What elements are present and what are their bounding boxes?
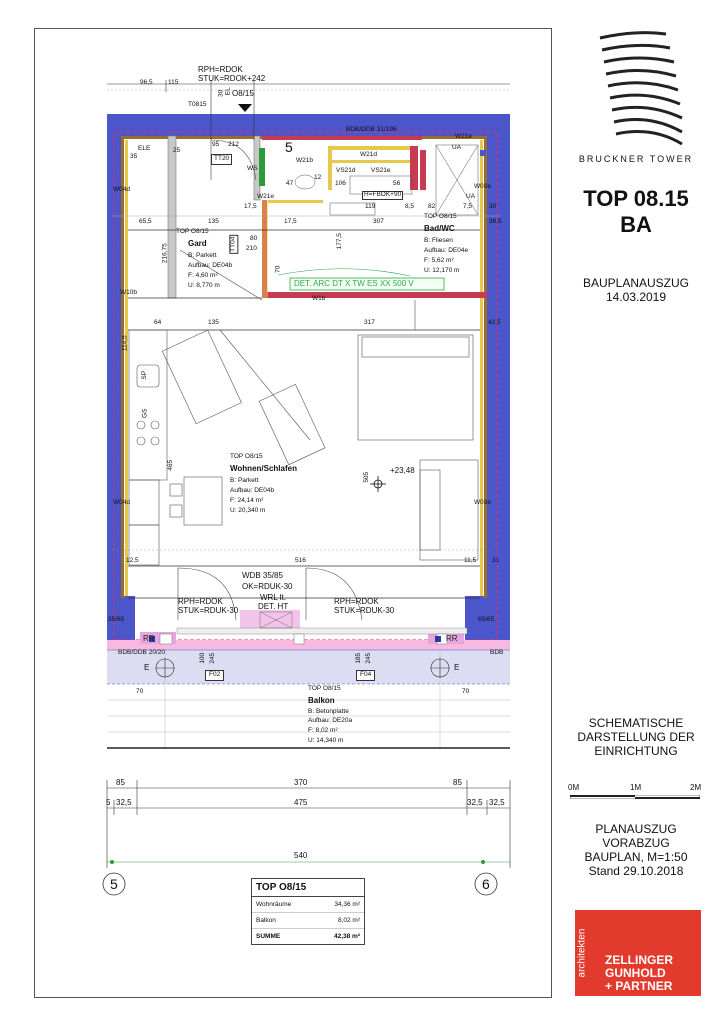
room-top: TOP O8/15 xyxy=(176,228,209,235)
window-code: W10b xyxy=(120,289,137,296)
room-flooring: B: Parkett xyxy=(188,252,217,259)
door-code: T0815 xyxy=(188,101,207,108)
window-code: W04d xyxy=(113,186,130,193)
dim-label: 82 xyxy=(428,203,436,210)
window-code: W21e xyxy=(257,193,274,200)
dim-label: 210 xyxy=(246,245,257,252)
dim-label: 35/65 xyxy=(108,616,125,623)
scale-label: 1M xyxy=(630,783,642,792)
summary-value: 8,02 m² xyxy=(337,917,360,924)
room-top: TOP O8/15 xyxy=(424,213,457,220)
summary-total-label: SUMME xyxy=(256,933,281,940)
dim-label: 5 xyxy=(106,798,111,807)
ws-label: WS xyxy=(247,165,258,172)
note-label: STUK=RDUK-30 xyxy=(334,606,395,615)
schematic-note: SCHEMATISCHE xyxy=(588,716,684,730)
ua-label: UA xyxy=(466,193,476,200)
ua-label: UA xyxy=(452,144,462,151)
dim-label: 245 xyxy=(365,652,373,664)
room-perimeter: U: 12,170 m xyxy=(424,267,460,274)
dim-label: 7,5 xyxy=(463,203,473,210)
room-flooring: B: Betonplatte xyxy=(308,708,349,715)
bruckner-tower-logo xyxy=(596,28,686,148)
note-label: OK=RDUK-30 xyxy=(242,582,293,591)
architect-vertical-text: architekten xyxy=(576,928,588,978)
room-buildup: Aufbau: DE04b xyxy=(230,487,275,494)
room-buildup: Aufbau: DE04e xyxy=(424,247,469,254)
dim-label: 212 xyxy=(228,141,239,148)
dim-label: 100 xyxy=(199,652,207,664)
rr-label: RR xyxy=(143,634,155,643)
dim-label: 32,5 xyxy=(467,798,483,807)
dim-label: 245 xyxy=(209,652,217,664)
room-buildup: Aufbau: DE20a xyxy=(308,717,353,724)
unit-type: BA xyxy=(620,212,652,237)
room-area: F: 8,02 m² xyxy=(308,727,338,734)
dim-label: 505 xyxy=(363,471,371,483)
window-code: W03e xyxy=(474,499,491,506)
det-label: DET. ARC DT X TW ES XX 500 V xyxy=(294,279,414,288)
summary-total-row xyxy=(252,929,364,944)
bdb-label: BDB xyxy=(490,649,504,656)
architect-name: ZELLINGER xyxy=(605,953,673,967)
room-top: TOP O8/15 xyxy=(230,453,263,460)
note-label: WRL lt. xyxy=(260,593,286,602)
unit-title: TOP 08.15 xyxy=(583,186,689,211)
dim-label: 65/65 xyxy=(478,616,495,623)
appliance-label: GS xyxy=(141,408,149,418)
note-label: WDB 35/85 xyxy=(242,571,283,580)
summary-total-value: 42,38 m² xyxy=(333,933,360,940)
scale-bar xyxy=(570,795,700,799)
summary-label: Balkon xyxy=(256,917,276,924)
f-code: F04 xyxy=(356,670,375,681)
dim-label: 119 xyxy=(365,203,376,210)
dim-label: 32,5 xyxy=(116,798,132,807)
window-code: W1b xyxy=(312,295,326,302)
room-area: F: 4,60 m² xyxy=(188,272,218,279)
room-marker: 5 xyxy=(285,139,293,155)
room-flooring: B: Parkett xyxy=(230,477,259,484)
note-label: DET. HT xyxy=(258,602,289,611)
dim-label: 516 xyxy=(295,557,306,564)
dim-label: 30 xyxy=(489,203,497,210)
dim-label: 80 xyxy=(250,235,258,242)
dim-label: 42,5 xyxy=(488,319,501,326)
room-name-bad: Bad/WC xyxy=(424,224,455,233)
dim-label: 85 xyxy=(116,778,125,787)
door-code: TT20 xyxy=(211,154,232,165)
area-summary-table xyxy=(251,878,365,945)
window-code: W04d xyxy=(113,499,130,506)
plan-info: BAUPLAN, M=1:50 xyxy=(584,850,688,864)
f-code: F02 xyxy=(205,670,224,681)
window-code: W21e xyxy=(455,133,472,140)
window-code: VS21e xyxy=(371,167,391,174)
dim-label: 106 xyxy=(335,180,346,187)
summary-label: Wohnräume xyxy=(256,901,292,908)
room-area: F: 24,14 m² xyxy=(230,497,264,504)
summary-row xyxy=(252,913,364,929)
dim-label: 31 xyxy=(492,557,500,564)
dim-label: 17,5 xyxy=(244,203,257,210)
dim-label: 307 xyxy=(373,218,384,225)
dim-label: EL xyxy=(224,87,232,96)
plan-info: PLANAUSZUG xyxy=(595,822,677,836)
ele-label: ELE xyxy=(138,145,151,152)
dim-label: 17,5 xyxy=(284,218,297,225)
dim-label: 370 xyxy=(294,778,308,787)
dim-label: 96,5 xyxy=(140,79,153,86)
dim-label: 475 xyxy=(294,798,308,807)
bdb-label: BDB/DDB 31/196 xyxy=(346,126,397,133)
unit-marker: O8/15 xyxy=(232,89,254,98)
brand-name: BRUCKNER TOWER xyxy=(578,154,694,164)
plan-info: VORABZUG xyxy=(602,836,670,850)
dim-label: 56 xyxy=(393,180,401,187)
room-area: F: 5,62 m² xyxy=(424,257,454,264)
dim-label: 135 xyxy=(208,218,219,225)
dim-label: 32,5 xyxy=(489,798,505,807)
scale-label: 2M xyxy=(690,783,702,792)
window-code: VS21d xyxy=(336,167,356,174)
summary-value: 34,36 m² xyxy=(334,901,360,908)
axis-label: 5 xyxy=(110,876,118,892)
dim-label: 216,75 xyxy=(161,243,169,264)
room-name-garderobe: Gard xyxy=(188,239,207,248)
summary-row xyxy=(252,897,364,913)
room-top: TOP O8/15 xyxy=(308,685,341,692)
dim-label: 70 xyxy=(274,265,282,273)
room-perimeter: U: 20,340 m xyxy=(230,507,266,514)
dim-label: 65,5 xyxy=(139,218,152,225)
plan-top-label: RPH=RDOK xyxy=(198,65,243,74)
dim-label: 177,5 xyxy=(335,233,343,250)
dim-label: 85 xyxy=(453,778,462,787)
note-label: STUK=RDUK-30 xyxy=(178,606,239,615)
dim-label: 114,5 xyxy=(121,335,129,352)
plan-top-label: STUK=RDOK+242 xyxy=(198,74,266,83)
note-label: RPH=RDOK xyxy=(334,597,379,606)
dim-label: 185 xyxy=(355,652,363,664)
dim-label: 12,5 xyxy=(126,557,139,564)
doc-type: BAUPLANAUSZUG xyxy=(582,276,690,290)
summary-title: TOP O8/15 xyxy=(252,879,364,897)
room-perimeter: U: 14,340 m xyxy=(308,737,344,744)
dim-label: 70 xyxy=(136,688,144,695)
dim-label: 30 xyxy=(217,89,225,97)
door-code: TT04 xyxy=(229,236,237,252)
room-flooring: B: Fliesen xyxy=(424,237,453,244)
dim-label: 64 xyxy=(154,319,162,326)
dim-label: 47 xyxy=(286,180,294,187)
architect-name: + PARTNER xyxy=(605,979,673,993)
plan-info: Stand 29.10.2018 xyxy=(588,864,684,878)
schematic-note: EINRICHTUNG xyxy=(594,744,678,758)
room-name-wohnen: Wohnen/Schlafen xyxy=(230,464,297,473)
architect-name: GUNHOLD xyxy=(605,966,666,980)
room-buildup: Aufbau: DE04b xyxy=(188,262,233,269)
dim-label: 11,5 xyxy=(464,557,477,564)
rr-label: RR xyxy=(446,634,458,643)
note-label: RPH=RDOK xyxy=(178,597,223,606)
dim-label: 465 xyxy=(167,459,175,471)
level-label: +23,48 xyxy=(390,466,415,475)
dim-label: 35 xyxy=(130,153,138,160)
window-code: W21b xyxy=(296,157,313,164)
room-perimeter: U: 8,770 m xyxy=(188,282,220,289)
window-code: W03e xyxy=(474,183,491,190)
dim-label: 8,5 xyxy=(405,203,415,210)
dim-label: 540 xyxy=(294,851,308,860)
dim-label: 317 xyxy=(364,319,375,326)
doc-date: 14.03.2019 xyxy=(605,290,667,304)
dim-label: 12 xyxy=(314,174,322,181)
dim-label: 135 xyxy=(208,319,219,326)
dim-label: 115 xyxy=(168,79,179,86)
axis-label: 6 xyxy=(482,876,490,892)
hfbok-label: H=FBOK+90 xyxy=(364,191,402,198)
e-marker: E xyxy=(144,663,150,672)
dim-label: 95 xyxy=(212,141,220,148)
appliance-label: SP xyxy=(141,370,149,380)
dim-label: 36,5 xyxy=(489,218,502,225)
dim-label: 25 xyxy=(173,147,181,154)
scale-label: 0M xyxy=(568,783,580,792)
e-marker: E xyxy=(454,663,460,672)
window-code: W21d xyxy=(360,151,377,158)
dim-label: 70 xyxy=(462,688,470,695)
schematic-note: DARSTELLUNG DER xyxy=(577,730,695,744)
architect-logo xyxy=(575,910,701,996)
bdb-label: BDB/DDB 20/20 xyxy=(118,649,165,656)
room-name-balkon: Balkon xyxy=(308,696,335,705)
